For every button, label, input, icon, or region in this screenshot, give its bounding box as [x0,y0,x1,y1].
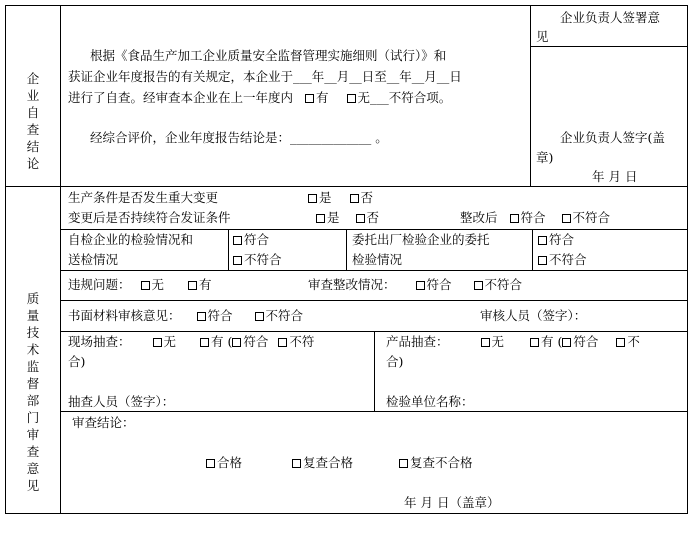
product-not-comply-checkbox[interactable] [616,338,625,347]
onsite-close: 合) [68,354,86,369]
have-label: 有 [211,334,224,349]
continuous-question: 变更后是否持续符合发证条件 [68,210,231,225]
self-check-paragraph-line2: 获证企业年度报告的有关规定，本企业于___年__月__日至__年__月__日 [68,69,462,84]
sig-opinion-line2: 见 [536,29,549,44]
product-label: 产品抽查： [386,334,449,349]
onsite-have-checkbox[interactable] [200,338,209,347]
rectify-row [308,277,522,293]
continuous-yes-checkbox[interactable] [316,214,325,223]
entrust-line2: 检验情况 [352,252,403,267]
rectify-comply-checkbox[interactable] [416,281,425,290]
after-fix-not-comply-checkbox[interactable] [562,214,571,223]
product-not-label: 不 [627,334,640,349]
written-review-label: 书面材料审核意见： [68,308,181,323]
comply-label: 符合 [520,210,546,225]
comply-label: 符合 [244,232,270,247]
self-inspect-not-comply [233,252,282,268]
sampler-signature: 抽查人员（签字）： [68,394,175,409]
have-label: 有 [316,90,329,105]
review-conclusion-label: 审查结论： [72,415,135,430]
none-checkbox[interactable] [347,94,356,103]
no-label: 否 [366,210,380,225]
none-label: 无 [357,90,371,105]
self-inspect-not-comply-checkbox[interactable] [233,256,242,265]
rectify-label: 审查整改情况： [308,277,396,292]
violation-none-checkbox[interactable] [141,281,150,290]
review-result-row [206,455,473,471]
not-comply-label: 不符合 [549,252,587,267]
sig-line1: 企业负责人签字(盖 [560,130,665,145]
product-none-checkbox[interactable] [481,338,490,347]
have-label: 有 [541,334,554,349]
self-inspect-comply-checkbox[interactable] [233,236,242,245]
recheck-pass-label: 复查合格 [303,455,354,470]
onsite-row: 现场抽查： 无 有 ( 符合 不符 [68,334,315,349]
not-comply-label: 不符 [289,334,315,349]
violation-label: 违规问题： [68,277,131,292]
not-comply-label: 不符合 [484,277,523,292]
paragraph-text: 进行了自查。经审查本企业在上一年度内 [68,90,294,105]
self-check-paragraph-line1: 根据《食品生产加工企业质量安全监督管理实施细则（试行）》和 [90,48,447,63]
major-change-options [308,190,373,206]
product-row: 产品抽查： 无 有 ( 符合 不 [386,334,640,349]
have-label: 有 [199,277,212,292]
self-inspect-line2: 送检情况 [68,252,119,267]
after-fix-comply-checkbox[interactable] [510,214,519,223]
rectify-not-comply-checkbox[interactable] [474,281,483,290]
violation-have-checkbox[interactable] [188,281,197,290]
major-change-no-checkbox[interactable] [350,194,359,203]
not-comply-label: 不符合 [244,252,282,267]
self-check-paragraph-line3 [68,90,451,106]
after-fix-options [460,210,610,226]
comply-label: 符合 [426,277,452,292]
pass-checkbox[interactable] [206,459,215,468]
sig-date: 年 月 日 [592,169,638,184]
product-comply-checkbox[interactable] [562,338,571,347]
entrust-not-comply-checkbox[interactable] [538,256,547,265]
onsite-not-comply-checkbox[interactable] [278,338,287,347]
comply-label: 符合 [549,232,575,247]
supervision-label: 质 量 技 术 监 督 部 门 审 查 意 见 [26,291,40,493]
self-inspect-line1: 自检企业的检验情况和 [68,232,194,247]
none-label: 无 [491,334,505,349]
final-date-seal: 年 月 日（盖章） [404,495,500,510]
no-label: 否 [360,190,374,205]
written-comply-checkbox[interactable] [197,312,206,321]
entrust-comply-checkbox[interactable] [538,236,547,245]
continuous-no-checkbox[interactable] [356,214,365,223]
onsite-comply-checkbox[interactable] [232,338,241,347]
sig-line2: 章) [536,150,554,165]
pass-label: 合格 [217,455,243,470]
self-check-label: 企 业 自 查 结 论 [26,71,40,171]
product-close: 合) [386,354,404,369]
major-change-yes-checkbox[interactable] [308,194,317,203]
entrust-comply [538,232,574,248]
supervision-section-label [16,290,50,494]
entrust-line1: 委托出厂检验企业的委托 [352,232,490,247]
sig-opinion-line1: 企业负责人签署意 [560,10,661,25]
onsite-none-checkbox[interactable] [153,338,162,347]
yes-label: 是 [319,190,332,205]
reviewer-signature: 审核人员（签字）： [480,308,587,323]
self-check-section-label [16,70,50,172]
self-inspect-comply [233,232,269,248]
lab-name: 检验单位名称： [386,394,474,409]
product-have-checkbox[interactable] [530,338,539,347]
written-not-comply-checkbox[interactable] [255,312,264,321]
recheck-fail-checkbox[interactable] [399,459,408,468]
major-change-question: 生产条件是否发生重大变更 [68,190,219,205]
entrust-not-comply [538,252,587,268]
violation-row [68,277,212,293]
yes-label: 是 [327,210,340,225]
recheck-fail-label: 复查不合格 [410,455,473,470]
none-label: 无 [163,334,177,349]
not-comply-label: 不符合 [265,308,304,323]
have-checkbox[interactable] [305,94,314,103]
after-fix-label: 整改后 [460,210,498,225]
comply-label: 符合 [243,334,269,349]
nonconformity-text: ___不符合项。 [370,90,452,105]
not-comply-label: 不符合 [572,210,611,225]
written-review-row [68,308,303,324]
comply-label: 符合 [573,334,599,349]
comply-label: 符合 [207,308,233,323]
none-label: 无 [151,277,165,292]
onsite-label: 现场抽查： [68,334,131,349]
recheck-pass-checkbox[interactable] [292,459,301,468]
conclusion-line: 经综合评价，企业年度报告结论是：_____________ 。 [90,130,388,145]
continuous-options [316,210,379,226]
